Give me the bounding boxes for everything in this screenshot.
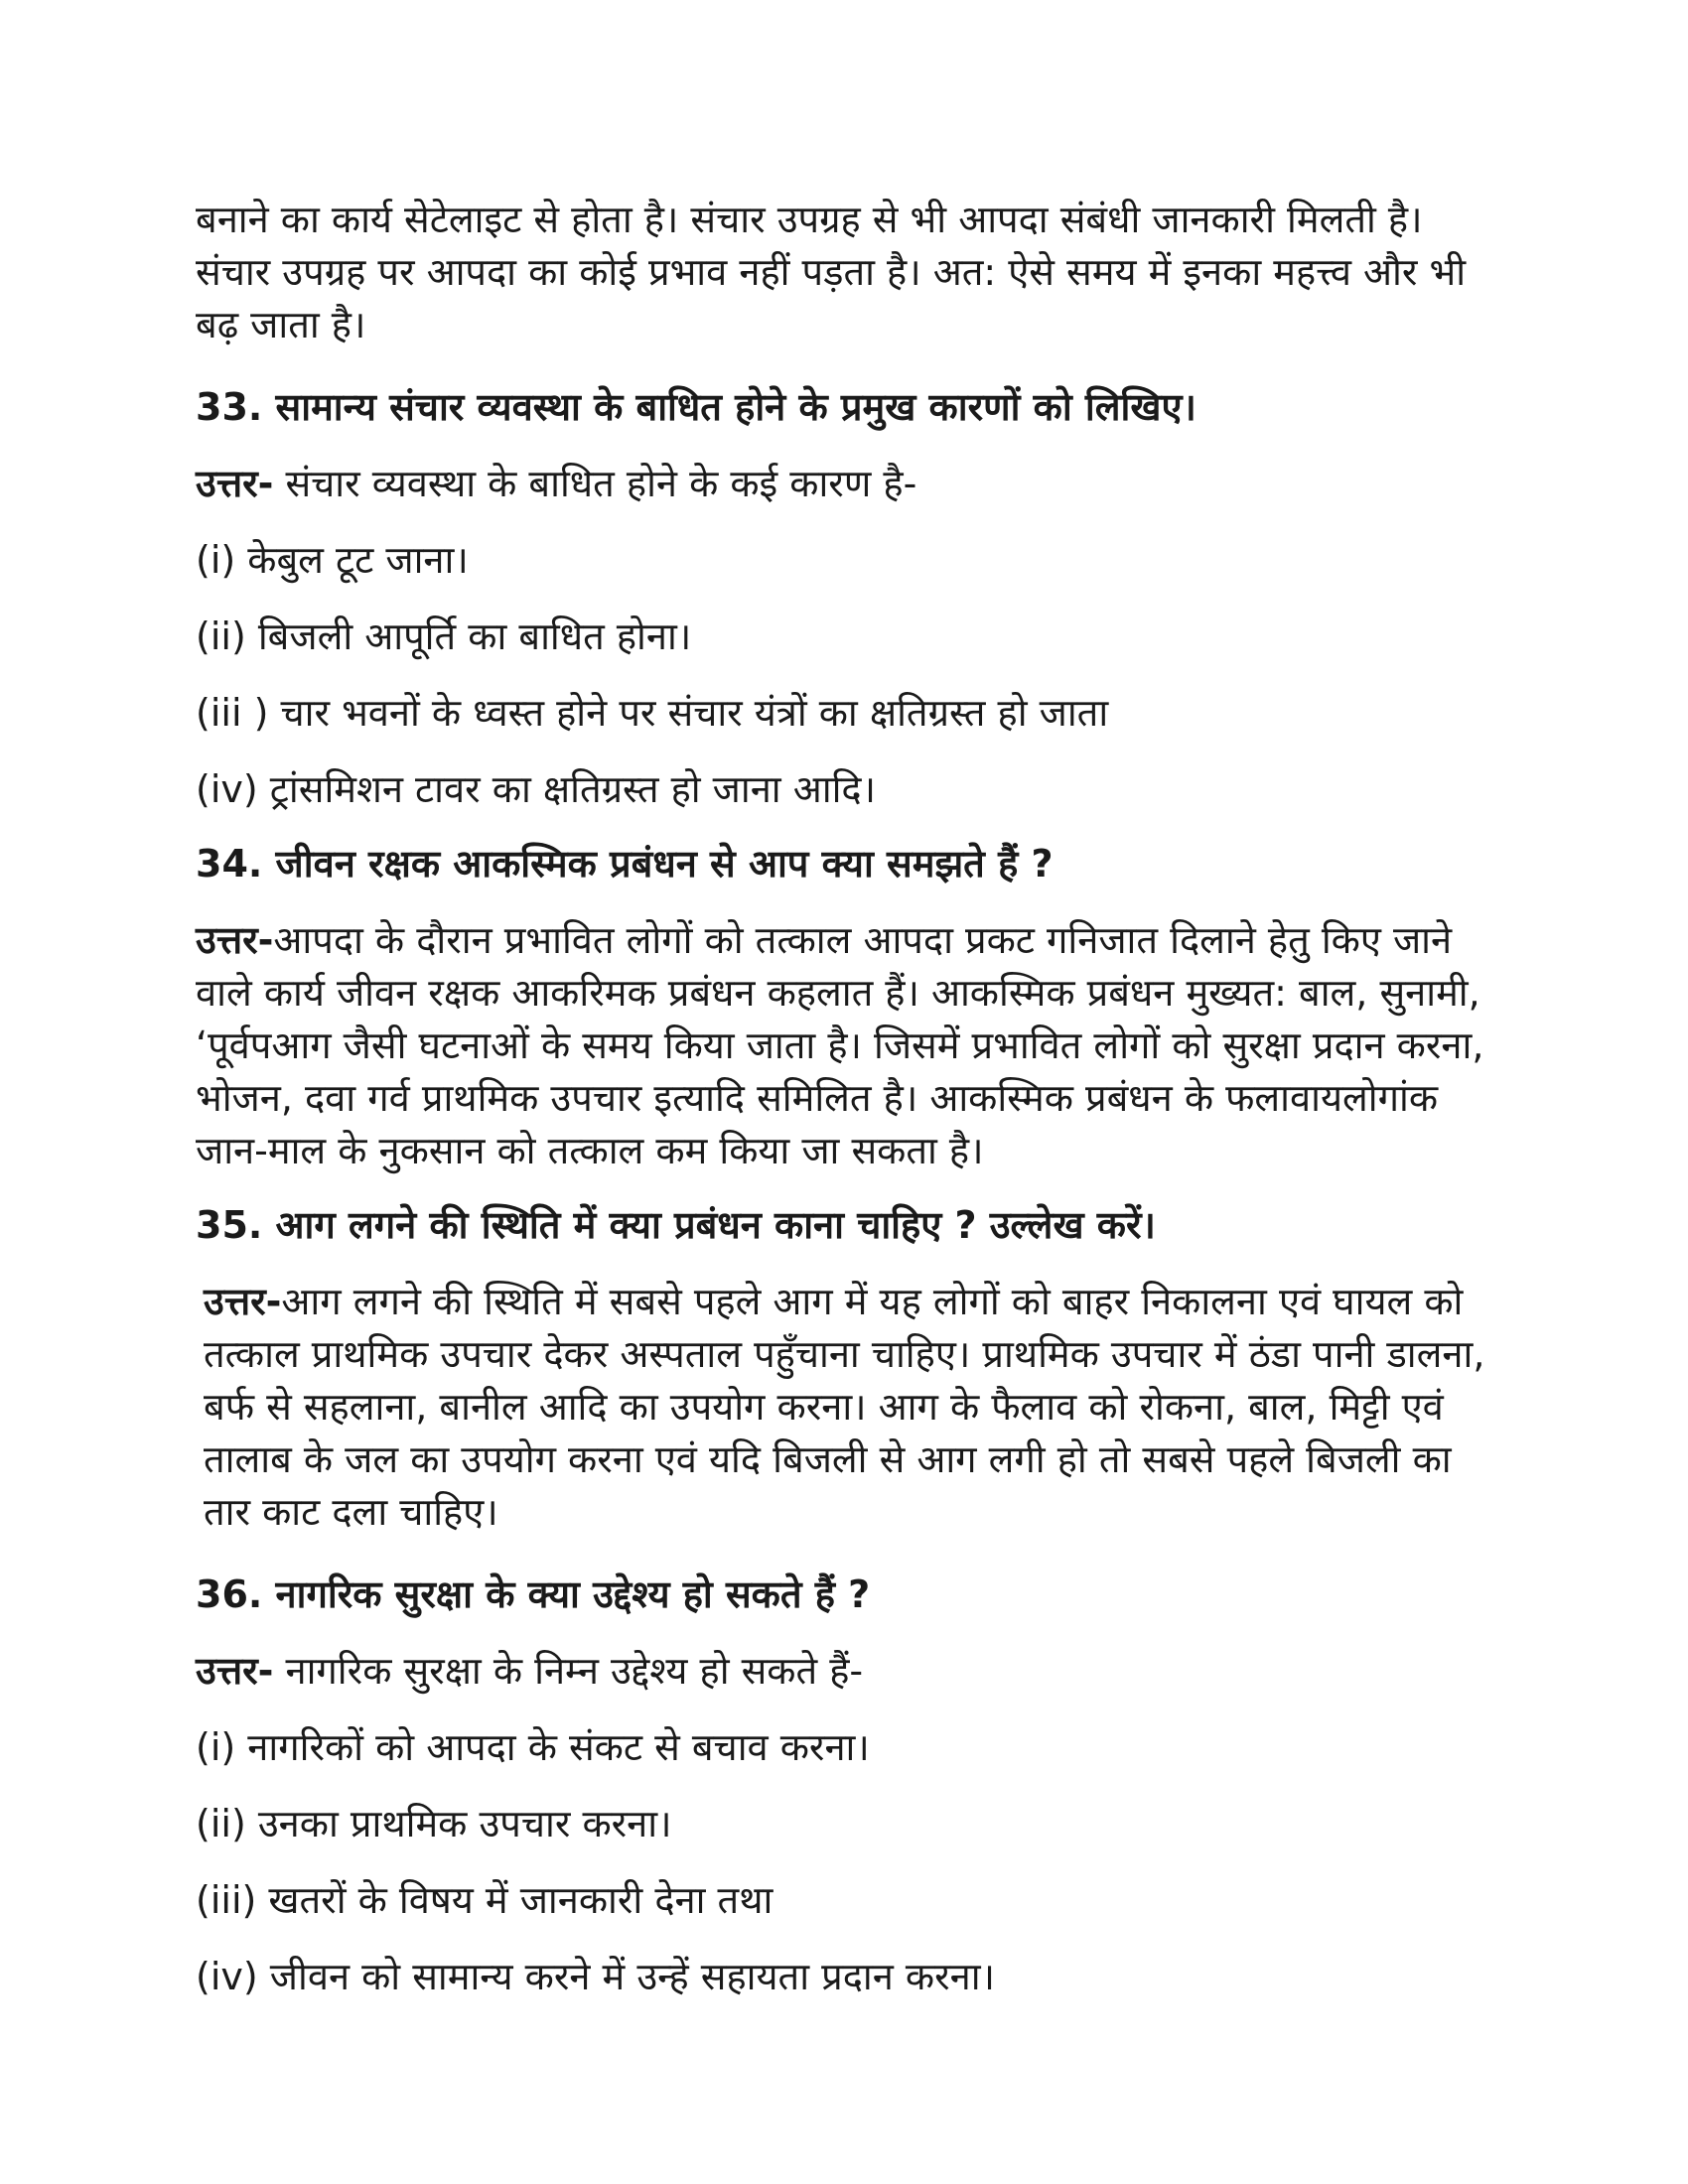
question-36: 36. नागरिक सुरक्षा के क्या उद्देश्य हो सकते हैं ? xyxy=(196,1572,871,1616)
list-item: (i) नागरिकों को आपदा के संकट से बचाव करना। xyxy=(196,1725,870,1769)
answer-text: नागरिक सुरक्षा के निम्न उद्देश्य हो सकते हैं- xyxy=(273,1649,864,1693)
intro-paragraph: बनाने का कार्य सेटेलाइट से होता है। संचार उपग्रह से भी आपदा संबंधी जानकारी मिलती है। संचार उपग्रह पर आपदा का कोई प्रभाव नहीं पड़ता है। अत: ऐसे समय में इनका महत्त्व और भी बढ़ जाता है। xyxy=(196,198,1467,346)
list-item: (iii) खतरों के विषय में जानकारी देना तथा xyxy=(196,1878,774,1922)
answer-34 xyxy=(196,914,1506,1177)
answer-label: उत्तर- xyxy=(196,462,274,505)
answer-text: आग लगने की स्थिति में सबसे पहले आग में यह लोगों को बाहर निकालना एवं घायल को तत्काल प्राथमिक उपचार देकर अस्पताल पहुँचाना चाहिए। प्राथमिक उपचार में ठंडा पानी डालना, बर्फ से सहलाना, बानील आदि का उपयोग करना। आग के फैलाव को रोकना, बाल, मिट्टी एवं तालाब के जल का उपयोग करना एवं यदि बिजली से आग लगी हो तो सबसे पहले बिजली का तार काट दला चाहिए। xyxy=(204,1280,1485,1534)
answer-35 xyxy=(196,1276,1506,1539)
list-item: (iii ) चार भवनों के ध्वस्त होने पर संचार यंत्रों का क्षतिग्रस्त हो जाता xyxy=(196,691,1109,735)
question-34: 34. जीवन रक्षक आकस्मिक प्रबंधन से आप क्या समझते हैं ? xyxy=(196,842,1054,886)
document-page xyxy=(196,194,1506,2003)
answer-label: उत्तर- xyxy=(204,1280,282,1323)
answer-33 xyxy=(196,458,1506,510)
answer-label: उत्तर- xyxy=(196,918,274,962)
question-35: 35. आग लगने की स्थिति में क्या प्रबंधन काना चाहिए ? उल्लेख करें। xyxy=(196,1203,1156,1247)
list-item: (iv) जीवन को सामान्य करने में उन्हें सहायता प्रदान करना। xyxy=(196,1955,995,1998)
answer-36 xyxy=(196,1645,1506,1698)
answer-text: आपदा के दौरान प्रभावित लोगों को तत्काल आपदा प्रकट गनिजात दिलाने हेतु किए जाने वाले कार्य जीवन रक्षक आकरिमक प्रबंधन कहलात हैं। आकस्मिक प्रबंधन मुख्यत: बाल, सुनामी, ‘पूर्वपआग जैसी घटनाओं के समय किया जाता है। जिसमें प्रभावित लोगों को सुरक्षा प्रदान करना, भोजन, दवा गर्व प्राथमिक उपचार इत्यादि समिलित है। आकस्मिक प्रबंधन के फलावायलोगांक जान-माल के नुकसान को तत्काल कम किया जा सकता है। xyxy=(196,918,1484,1172)
answer-text: संचार व्यवस्था के बाधित होने के कई कारण है- xyxy=(273,462,917,505)
list-item: (i) केबुल टूट जाना। xyxy=(196,538,469,582)
list-item: (ii) बिजली आपूर्ति का बाधित होना। xyxy=(196,614,692,658)
list-item: (ii) उनका प्राथमिक उपचार करना। xyxy=(196,1802,672,1845)
list-item: (iv) ट्रांसमिशन टावर का क्षतिग्रस्त हो जाना आदि। xyxy=(196,767,876,811)
question-33: 33. सामान्य संचार व्यवस्था के बाधित होने के प्रमुख कारणों को लिखिए। xyxy=(196,385,1196,429)
answer-label: उत्तर- xyxy=(196,1649,274,1693)
